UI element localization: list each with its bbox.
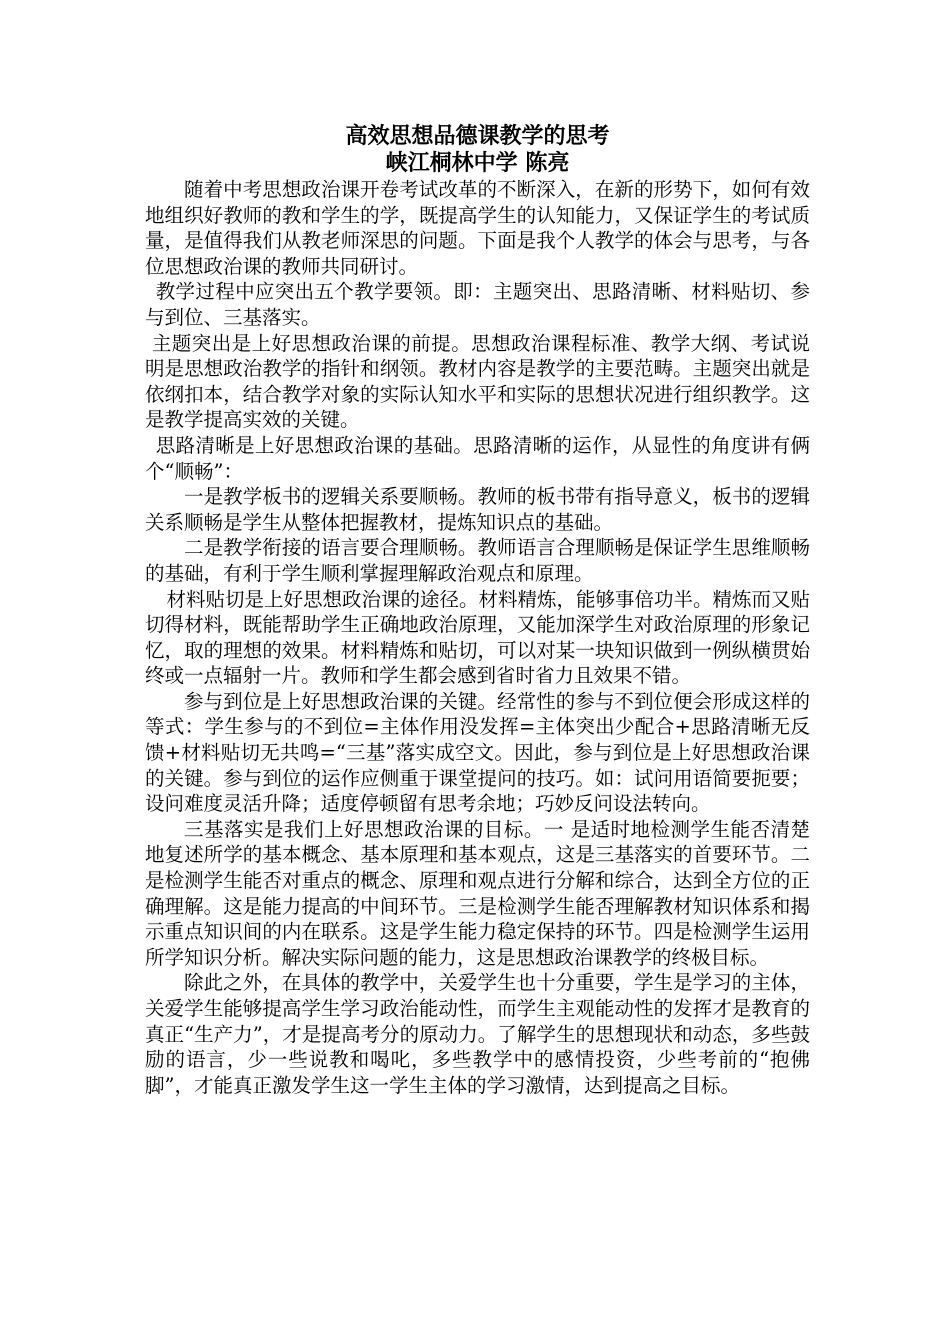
document-page xyxy=(145,122,810,1098)
paragraph-intro: 随着中考思想政治课开卷考试改革的不断深入，在新的形势下，如何有效地组织好教师的教和学生的学，既提高学生的认知能力，又保证学生的考试质量，是值得我们从教老师深思的问题。下面是我个人教学的体会与思考，与各位思想政治课的教师共同研讨。 xyxy=(145,178,810,278)
paragraph-materials: 材料贴切是上好思想政治课的途径。材料精炼，能够事倍功半。精炼而又贴切得材料，既能帮助学生正确地政治原理，又能加深学生对政治原理的形象记忆，取的理想的效果。材料精炼和贴切，可以对某一块知识做到一例纵横贯始终或一点辐射一片。教师和学生都会感到省时省力且效果不错。 xyxy=(145,587,810,688)
document-author: 峡江桐林中学 陈亮 xyxy=(385,150,570,176)
paragraph-blackboard: 一是教学板书的逻辑关系要顺畅。教师的板书带有指导意义，板书的逻辑关系顺畅是学生从整体把握教材，提炼知识点的基础。 xyxy=(145,485,810,534)
document-title: 高效思想品德课教学的思考 xyxy=(345,123,610,149)
paragraph-theme: 主题突出是上好思想政治课的前提。思想政治课程标准、教学大纲、考试说明是思想政治教学的指针和纲领。教材内容是教学的主要范畴。主题突出就是依纲扣本，结合教学对象的实际认知水平和实际的思想状况进行组织教学。这是教学提高实效的关键。 xyxy=(145,331,810,432)
paragraph-participation: 参与到位是上好思想政治课的关键。经常性的参与不到位便会形成这样的等式：学生参与的不到位=主体作用没发挥=主体突出少配合+思路清晰无反馈+材料贴切无共鸣=“三基”落实成空文。因此，参与到位是上好思想政治课的关键。参与到位的运作应侧重于课堂提问的技巧。如：试问用语简要扼要；设问难度灵活升降；适度停顿留有思考余地；巧妙反问设法转向。 xyxy=(145,689,810,816)
paragraph-care-students: 除此之外，在具体的教学中，关爱学生也十分重要，学生是学习的主体，关爱学生能够提高学生学习政治能动性，而学生主观能动性的发挥才是教育的真正“生产力”，才是提高考分的原动力。了解学生的思想现状和动态，多些鼓励的语言，少一些说教和喝叱，多些教学中的感情投资，少些考前的“抱佛脚”，才能真正激发学生这一学生主体的学习激情，达到提高之目标。 xyxy=(145,971,810,1097)
paragraph-language: 二是教学衔接的语言要合理顺畅。教师语言合理顺畅是保证学生思维顺畅的基础，有利于学生顺利掌握理解政治观点和原理。 xyxy=(145,536,810,585)
paragraph-three-basics: 三基落实是我们上好思想政治课的目标。一 是适时地检测学生能否清楚地复述所学的基本概念、基本原理和基本观点，这是三基落实的首要环节。二是检测学生能否对重点的概念、原理和观点进行分解和综合，达到全方位的正确理解。这是能力提高的中间环节。三是检测学生能否理解教材知识体系和揭示重点知识间的内在联系。这是学生能力稳定保持的环节。四是检测学生运用所学知识分析。解决实际问题的能力，这是思想政治课教学的终极目标。 xyxy=(145,817,810,969)
paragraph-five-points: 教学过程中应突出五个教学要领。即：主题突出、思路清晰、材料贴切、参与到位、三基落实。 xyxy=(145,280,810,329)
paragraph-clear-thinking: 思路清晰是上好思想政治课的基础。思路清晰的运作，从显性的角度讲有俩个“顺畅”： xyxy=(145,433,810,483)
